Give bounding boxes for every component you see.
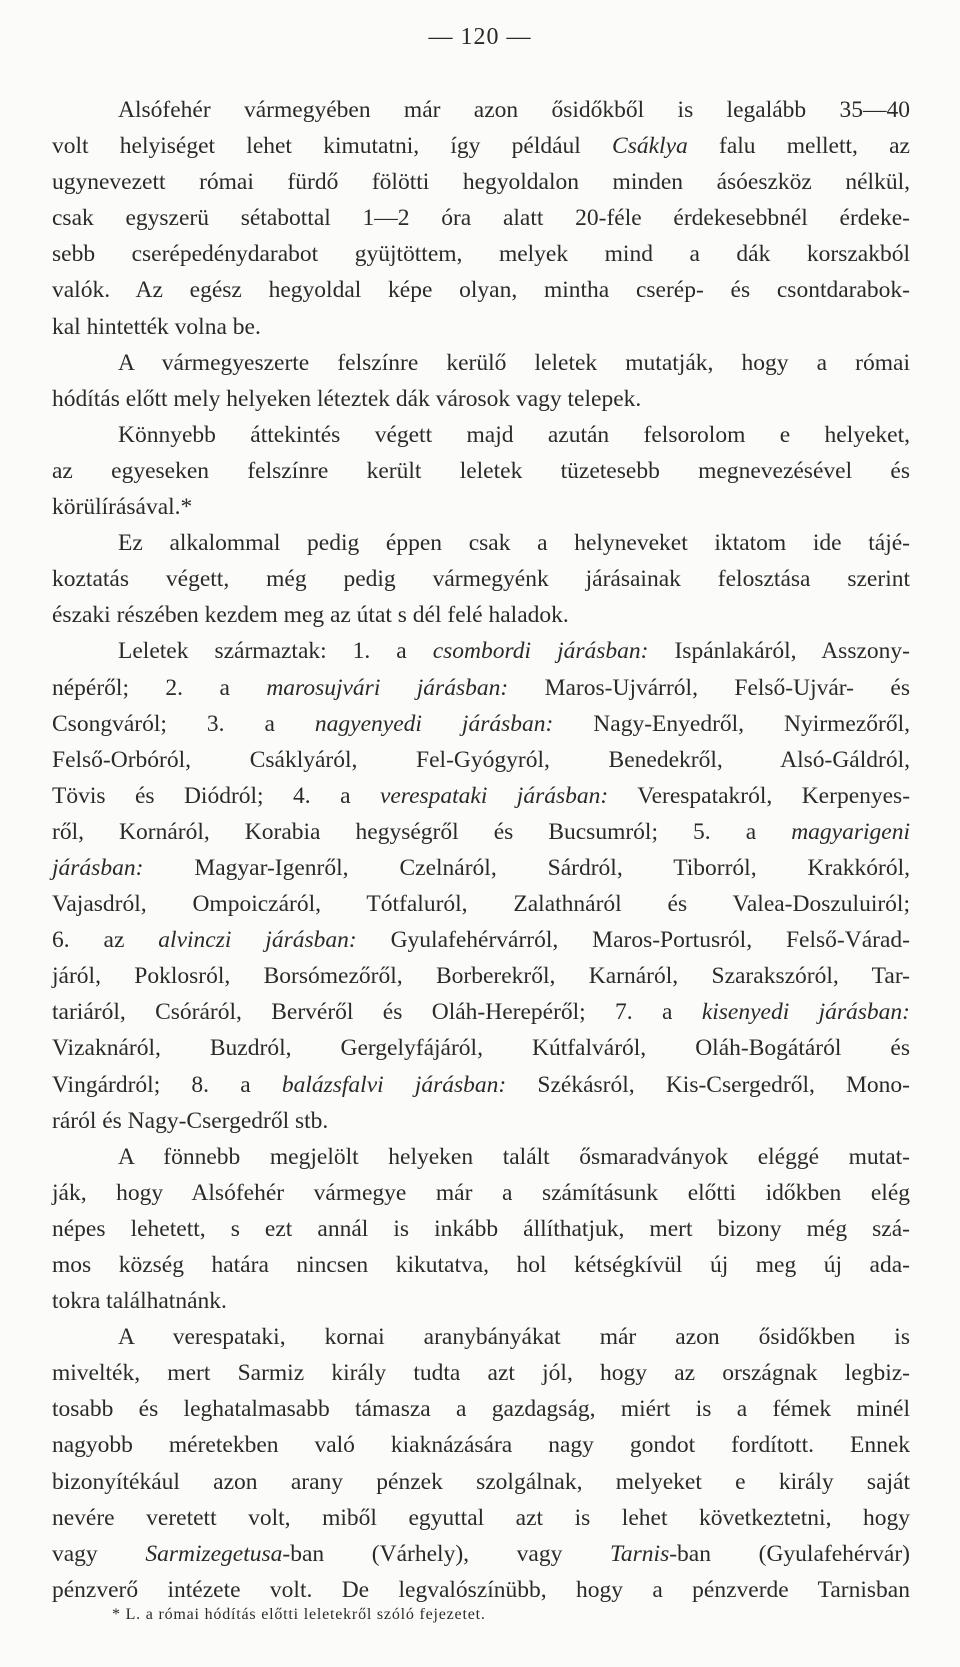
text-line — [52, 1572, 910, 1608]
text-line — [52, 850, 910, 886]
text-segment: Vizaknáról, Buzdról, Gergelyfájáról, Kútfalváról, Oláh-Bogátáról és — [52, 1035, 910, 1062]
text-segment: nevére veretett volt, miből egyuttal azt is lehet következtetni, hogy — [52, 1504, 910, 1531]
text-segment: északi részében kezdem meg az útat s dél felé haladok. — [52, 602, 569, 629]
body-text — [52, 92, 910, 1608]
text-segment: -ban (Gyulafehérvár) — [669, 1540, 910, 1567]
text-line — [52, 1319, 910, 1355]
text-line — [52, 272, 910, 308]
text-segment: A verespataki, kornai aranybányákat már azon ősidőkben is — [118, 1324, 910, 1351]
text-line — [52, 1067, 910, 1103]
text-line — [52, 309, 910, 345]
text-line — [52, 453, 910, 489]
text-line — [52, 886, 910, 922]
text-line — [52, 670, 910, 706]
text-segment: mivelték, mert Sarmiz király tudta azt jól, hogy az országnak legbiz- — [52, 1360, 910, 1387]
text-segment: koztatás végett, még pedig vármegyénk járásainak felosztása szerint — [52, 566, 910, 593]
text-segment: kal hintették volna be. — [52, 313, 261, 340]
text-segment: 6. az — [52, 927, 159, 954]
text-segment: Alsófehér vármegyében már azon ősidőkből is legalább 35—40 — [118, 97, 910, 123]
text-segment: tariáról, Csóráról, Bervéről és Oláh-Herepéről; 7. a — [52, 999, 702, 1026]
text-line — [52, 958, 910, 994]
text-segment: tokra találhatnánk. — [52, 1288, 227, 1315]
page-number: — 120 — — [428, 24, 532, 50]
text-line — [52, 1283, 910, 1319]
text-segment: Tövis és Diódról; 4. a — [52, 782, 380, 809]
text-segment: járól, Poklosról, Borsómezőről, Borberekről, Karnáról, Szarakszóról, Tar- — [52, 963, 910, 990]
text-segment: Székásról, Kis-Csergedről, Mono- — [506, 1071, 910, 1098]
text-line — [52, 381, 910, 417]
text-line — [52, 200, 910, 236]
italic-text: kisenyedi járásban: — [701, 999, 910, 1026]
text-line — [52, 778, 910, 814]
text-line — [52, 922, 910, 958]
text-segment: csak egyszerü sétabottal 1—2 óra alatt 20-féle érdekesebbnél érdeke- — [52, 205, 910, 232]
italic-text: Tarnis — [610, 1540, 670, 1567]
text-line — [52, 1391, 910, 1427]
text-line — [52, 1211, 910, 1247]
text-segment: mos község határa nincsen kikutatva, hol kétségkívül új meg új ada- — [52, 1252, 910, 1278]
text-segment: -ban (Várhely), vagy — [282, 1540, 610, 1567]
text-segment: pénzverő intézete volt. De legvalószínübb, hogy a pénzverde Tarnisban — [52, 1576, 910, 1603]
italic-text: Sarmizegetusa — [145, 1540, 283, 1567]
italic-text: nagyenyedi járásban: — [314, 710, 554, 737]
text-segment: Vajasdról, Ompoiczáról, Tótfaluról, Zalathnáról és Valea-Doszuluiról; — [52, 891, 910, 918]
text-segment: népéről; 2. a — [52, 674, 267, 701]
text-line — [52, 236, 910, 272]
text-line — [52, 345, 910, 381]
text-segment: bizonyítékául azon arany pénzek szolgálnak, melyeket e király saját — [52, 1468, 910, 1495]
italic-text: verespataki járásban: — [379, 782, 609, 809]
text-line — [52, 489, 910, 525]
text-segment: ják, hogy Alsófehér vármegye már a számításunk előtti időkben elég — [52, 1179, 910, 1206]
text-line — [52, 633, 910, 669]
text-segment: vagy — [52, 1540, 146, 1567]
text-segment: ráról és Nagy-Csergedről stb. — [52, 1107, 329, 1134]
text-segment: volt helyiséget lehet kimutatni, így például — [52, 133, 613, 160]
text-segment: körülírásával.* — [52, 494, 193, 521]
italic-text: csombordi járásban: — [432, 638, 649, 665]
text-line — [52, 92, 910, 128]
text-line — [52, 1427, 910, 1463]
text-line — [52, 561, 910, 597]
text-line — [52, 128, 910, 164]
italic-text: Csáklya — [612, 133, 688, 160]
text-segment: Nagy-Enyedről, Nyirmezőről, — [553, 710, 910, 737]
italic-text: alvinczi járásban: — [158, 927, 357, 954]
text-line — [52, 417, 910, 453]
italic-text: járásban: — [52, 854, 144, 881]
text-line — [52, 1139, 910, 1175]
text-segment: Könnyebb áttekintés végett majd azután felsorolom e helyeket, — [118, 421, 910, 448]
text-segment: Csongváról; 3. a — [52, 710, 315, 737]
text-segment: Maros-Ujvárról, Felső-Ujvár- és — [508, 674, 910, 701]
text-segment: hódítás előtt mely helyeken léteztek dák városok vagy telepek. — [52, 385, 642, 412]
text-segment: ről, Kornáról, Korabia hegységről és Bucsumról; 5. a — [52, 818, 792, 845]
text-line — [52, 1355, 910, 1391]
text-segment: Leletek származtak: 1. a — [118, 638, 433, 665]
text-segment: A vármegyeszerte felszínre kerülő leletek mutatják, hogy a római — [118, 349, 910, 376]
text-segment: Ispánlakáról, Asszony- — [648, 638, 910, 665]
text-line — [52, 1464, 910, 1500]
text-line — [52, 1103, 910, 1139]
text-segment: Gyulafehérvárról, Maros-Portusról, Felső-Várad- — [356, 927, 910, 954]
text-line — [52, 742, 910, 778]
italic-text: marosujvári járásban: — [266, 674, 509, 701]
italic-text: magyarigeni — [791, 818, 910, 845]
text-segment: A fönnebb megjelölt helyeken talált ősmaradványok eléggé mutat- — [118, 1143, 910, 1170]
text-line — [52, 164, 910, 200]
text-line — [52, 1030, 910, 1066]
text-segment: ugynevezett római fürdő fölötti hegyoldalon minden ásóeszköz nélkül, — [52, 169, 910, 196]
text-line — [52, 1175, 910, 1211]
text-segment: nagyobb méretekben való kiaknázására nagy gondot fordított. Ennek — [52, 1432, 910, 1459]
text-line — [52, 1247, 910, 1283]
footnote: * L. a római hódítás előtti leletekről szóló fejezetet. — [112, 1606, 486, 1623]
text-line — [52, 525, 910, 561]
text-segment: falu mellett, az — [687, 133, 910, 160]
text-segment: népes lehetett, s ezt annál is inkább állíthatjuk, mert bizony még szá- — [52, 1215, 910, 1242]
text-segment: sebb cserépedénydarabot gyüjtöttem, melyek mind a dák korszakból — [52, 241, 910, 268]
text-segment: Magyar-Igenről, Czelnáról, Sárdról, Tiborról, Krakkóról, — [143, 854, 910, 881]
text-segment: tosabb és leghatalmasabb támasza a gazdagság, miért is a fémek minél — [52, 1396, 910, 1423]
text-segment: Verespatakról, Kerpenyes- — [608, 782, 911, 809]
text-line — [52, 1500, 910, 1536]
text-segment: Vingárdról; 8. a — [52, 1071, 282, 1098]
text-line — [52, 597, 910, 633]
italic-text: balázsfalvi járásban: — [281, 1071, 507, 1098]
text-line — [52, 1536, 910, 1572]
text-line — [52, 994, 910, 1030]
text-segment: Ez alkalommal pedig éppen csak a helyneveket iktatom ide tájé- — [118, 530, 910, 557]
text-segment: Felső-Orbóról, Csáklyáról, Fel-Gyógyról, Benedekről, Alsó-Gáldról, — [52, 746, 910, 773]
text-segment: valók. Az egész hegyoldal képe olyan, mintha cserép- és csontdarabok- — [52, 277, 910, 304]
text-segment: az egyeseken felszínre került leletek tüzetesebb megnevezésével és — [52, 457, 910, 484]
text-line — [52, 814, 910, 850]
text-line — [52, 706, 910, 742]
